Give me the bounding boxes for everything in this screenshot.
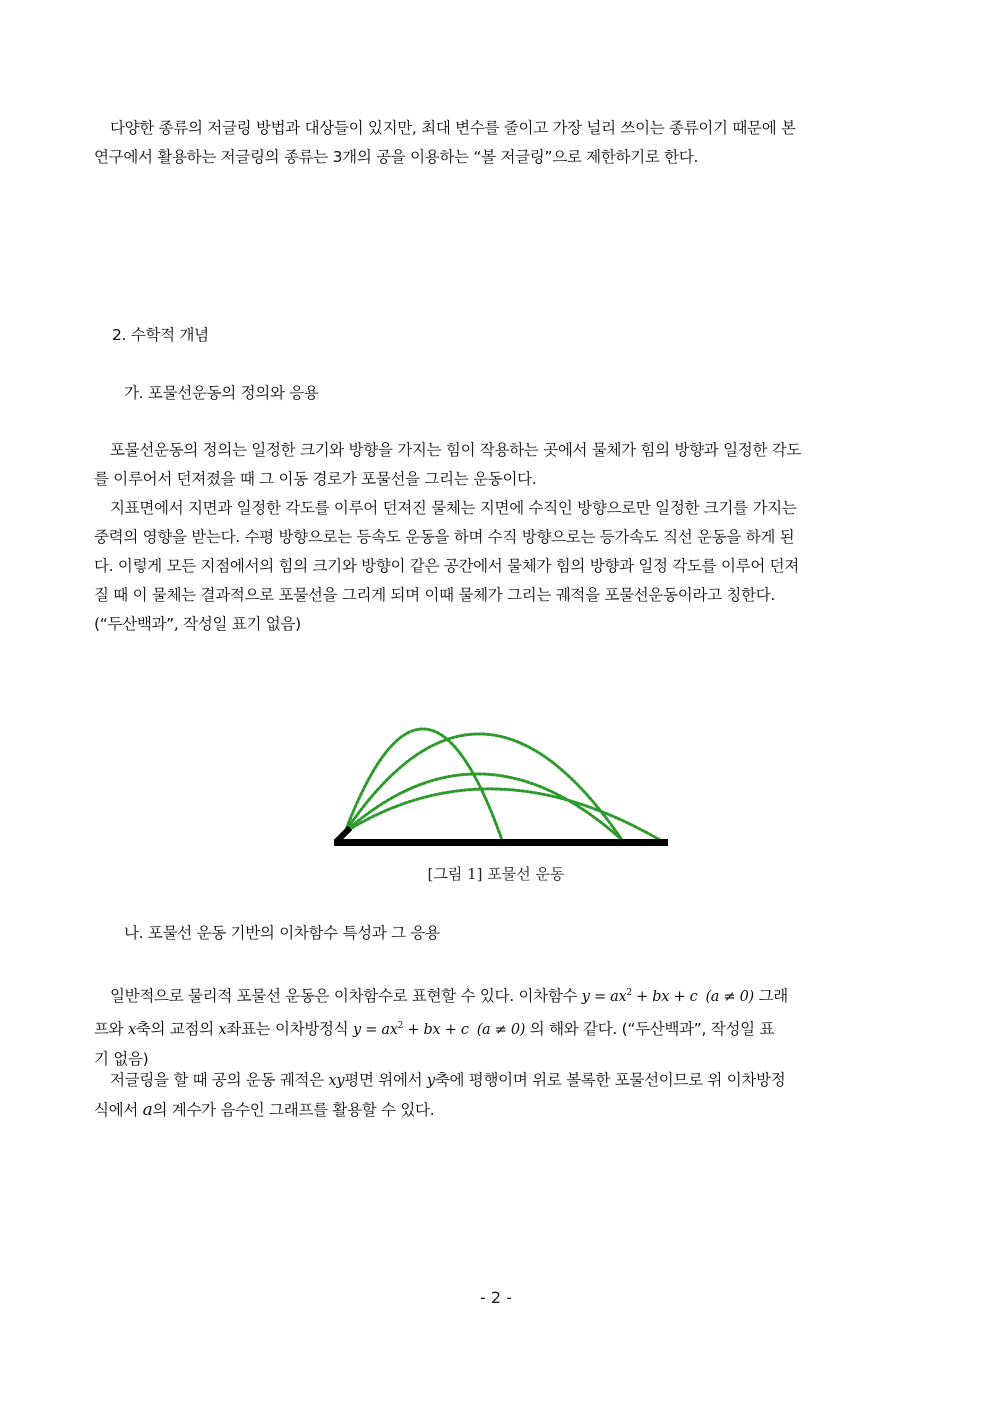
subsection-a-heading: 가. 포물선운동의 정의와 응용 (124, 384, 319, 402)
projectile-motion-figure (330, 672, 680, 852)
quadratic-paragraph (94, 979, 898, 1074)
equation: $y = ax^2$ + bx + c (581, 988, 698, 1005)
quadratic-line-2: 프와 x축의 교점의 x좌표는 이차방정식 $y = ax^2$ + bx + c (a ≠ 0) 의 해와 같다. (“두산백과”, 작성일 표 (94, 1019, 775, 1038)
ground-line (334, 839, 668, 846)
intro-line-1: 다양한 종류의 저글링 방법과 대상들이 있지만, 최대 변수를 줄이고 가장 널리 쓰이는 종류이기 때문에 본 (110, 119, 796, 137)
equation-2: $y = ax^2$ + bx + c (353, 1020, 469, 1038)
equation-condition: (a ≠ 0) (705, 988, 754, 1005)
trajectory-mid (345, 774, 622, 840)
intro-paragraph (94, 114, 898, 172)
projectile-trajectories-diagram (330, 672, 680, 852)
figure-caption: [그림 1] 포물선 운동 (427, 865, 565, 883)
quadratic-line-3: 기 없음) (94, 1049, 149, 1068)
gravity-line-5: (“두산백과”, 작성일 표기 없음) (94, 615, 301, 633)
subsection-b-heading: 나. 포물선 운동 기반의 이차함수 특성과 그 응용 (124, 924, 440, 942)
definition-line-2: 를 이루어서 던져졌을 때 그 이동 경로가 포물선을 그리는 운동이다. (94, 470, 537, 488)
section-heading: 2. 수학적 개념 (112, 326, 209, 344)
intro-line-2: 연구에서 활용하는 저글링의 종류는 3개의 공을 이용하는 “볼 저글링”으로 제한하기로 한다. (94, 148, 699, 166)
page-number: - 2 - (480, 1288, 512, 1307)
definition-paragraph (94, 436, 898, 494)
juggling-line-1: 저글링을 할 때 공의 운동 궤적은 xy평면 위에서 y축에 평행이며 위로 볼록한 포물선이므로 위 이차방정 (110, 1071, 786, 1089)
gravity-line-2: 중력의 영향을 받는다. 수평 방향으로는 등속도 운동을 하며 수직 방향으로는 등가속도 직선 운동을 하게 된 (94, 528, 795, 546)
quadratic-line-1: 일반적으로 물리적 포물선 운동은 이차함수로 표현할 수 있다. 이차함수 $y = ax^2$ + bx + c (a ≠ 0) 그래 (110, 986, 788, 1005)
gravity-line-1: 지표면에서 지면과 일정한 각도를 이루어 던져진 물체는 지면에 수직인 방향으로만 일정한 크기를 가지는 (110, 499, 797, 517)
juggling-paragraph (94, 1066, 898, 1125)
juggling-line-2: 식에서 a의 계수가 음수인 그래프를 활용할 수 있다. (94, 1100, 435, 1120)
gravity-line-3: 다. 이렇게 모든 지점에서의 힘의 크기와 방향이 같은 공간에서 물체가 힘의 방향과 일정 각도를 이루어 던져 (94, 557, 799, 575)
definition-line-1: 포물선운동의 정의는 일정한 크기와 방향을 가지는 힘이 작용하는 곳에서 물체가 힘의 방향과 일정한 각도 (110, 441, 802, 459)
gravity-line-4: 질 때 이 물체는 결과적으로 포물선을 그리게 되며 이때 물체가 그리는 궤적을 포물선운동이라고 칭한다. (94, 586, 776, 604)
gravity-paragraph (94, 494, 898, 639)
